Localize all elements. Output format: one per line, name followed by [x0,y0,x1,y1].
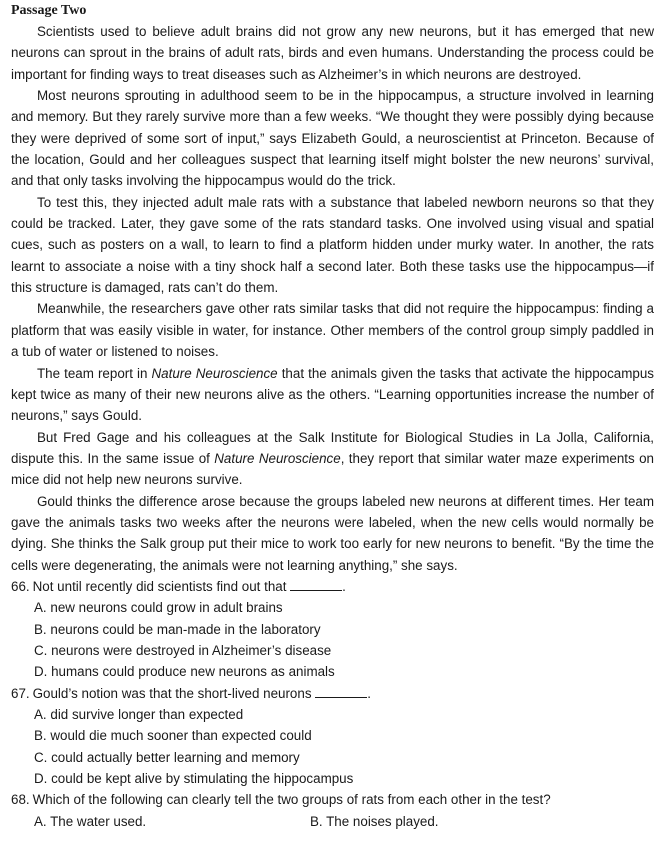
passage-heading: Passage Two [11,3,87,18]
journal-title: Nature Neuroscience [214,450,341,466]
paragraph-text: But Fred Gage and his colleagues at the Salk Institute for Biological Studies in La Jolla, California, dispute this. In the same issue of [11,429,654,466]
paragraph-text: Gould thinks the difference arose because the groups labeled new neurons at different times. Her team gave the animals tasks two weeks after the neurons were labeled, when the new cells would normally be dying. She thinks the Salk group put their mice to work too early for new neurons to benefit. “By the time the cells were degenerating, the animals were not learning anything,” she says. [11,493,654,573]
passage-paragraph-7 [11,491,654,576]
paragraph-text: Scientists used to believe adult brains did not grow any new neurons, but it has emerged that new neurons can sprout in the brains of adult rats, birds and even humans. Understanding the process could be important for finding ways to treat diseases such as Alzheimer’s in which neurons are destroyed. [11,24,654,82]
option-a: A. The water used. [34,813,147,829]
passage-paragraph-4 [11,298,654,362]
option-d: D. could be kept alive by stimulating the hippocampus [34,771,354,787]
paragraph-text: , they report that similar water maze experiments on mice did not help new neurons survive. [11,450,654,488]
paragraph-text: Most neurons sprouting in adulthood seem to be in the hippocampus, a structure involved in learning and memory. But they rarely survive more than a few weeks. “We thought they were possibly dying because they were deprived of some sort of input,” says Elizabeth Gould, a neuroscientist at Princeton. Because of the location, Gould and her colleagues suspect that learning itself might bolster the new neurons’ survival, and that only tasks involving the hippocampus would do the trick. [11,88,654,189]
option-b: B. would die much sooner than expected could [34,728,312,744]
paragraph-text: To test this, they injected adult male rats with a substance that labeled newborn neurons so that they could be tracked. Later, they gave some of the rats standard tasks. One involved using visual and spatial cues, such as posters on a wall, to learn to find a platform hidden under murky water. In another, the rats learnt to associate a noise with a tiny shock half a second later. Both these tasks use the hippocampus—if this structure is damaged, rats can’t do them. [11,194,654,296]
question-end: . [342,578,346,594]
question-stem [11,576,654,597]
passage-paragraph-3 [11,192,654,299]
journal-title: Nature Neuroscience [151,365,278,381]
answer-blank [315,683,367,698]
question-text: Gould’s notion was that the short-lived neurons [32,685,312,701]
paragraph-text: Meanwhile, the researchers gave other rats similar tasks that did not require the hippocampus: finding a platform that was easily visible in water, for instance. Other members of the control group simply paddled in a tub of water or listened to noises. [11,301,654,360]
question-66 [11,576,654,683]
option-b: B. neurons could be man-made in the laboratory [34,621,321,637]
question-text: Which of the following can clearly tell the two groups of rats from each other in the test? [32,792,551,808]
passage-paragraph-2 [11,85,654,192]
passage-paragraph-6 [11,427,654,491]
question-67 [11,683,654,790]
options-row [11,811,654,832]
passage-paragraph-5 [11,363,654,427]
paragraph-text: The team report in [37,365,152,381]
passage-paragraph-1 [11,21,654,85]
question-68 [11,789,654,832]
question-number: 67. [11,685,30,701]
option-c: C. could actually better learning and memory [34,749,300,765]
option-b: B. The noises played. [310,813,439,829]
answer-blank [290,576,342,591]
option-a: A. did survive longer than expected [34,707,244,722]
question-number: 66. [11,578,30,594]
question-stem [11,789,654,810]
question-number: 68. [11,792,30,808]
question-text: Not until recently did scientists find out that [32,578,287,594]
question-stem [11,683,654,704]
option-c: C. neurons were destroyed in Alzheimer’s disease [34,642,332,658]
option-d: D. humans could produce new neurons as animals [34,664,335,680]
option-a: A. new neurons could grow in adult brains [34,600,283,616]
question-end: . [367,685,371,701]
paragraph-text: that the animals given the tasks that activate the hippocampus kept twice as many of their new neurons alive as the others. “Learning opportunities increase the number of neurons,” says Gould. [11,365,654,424]
